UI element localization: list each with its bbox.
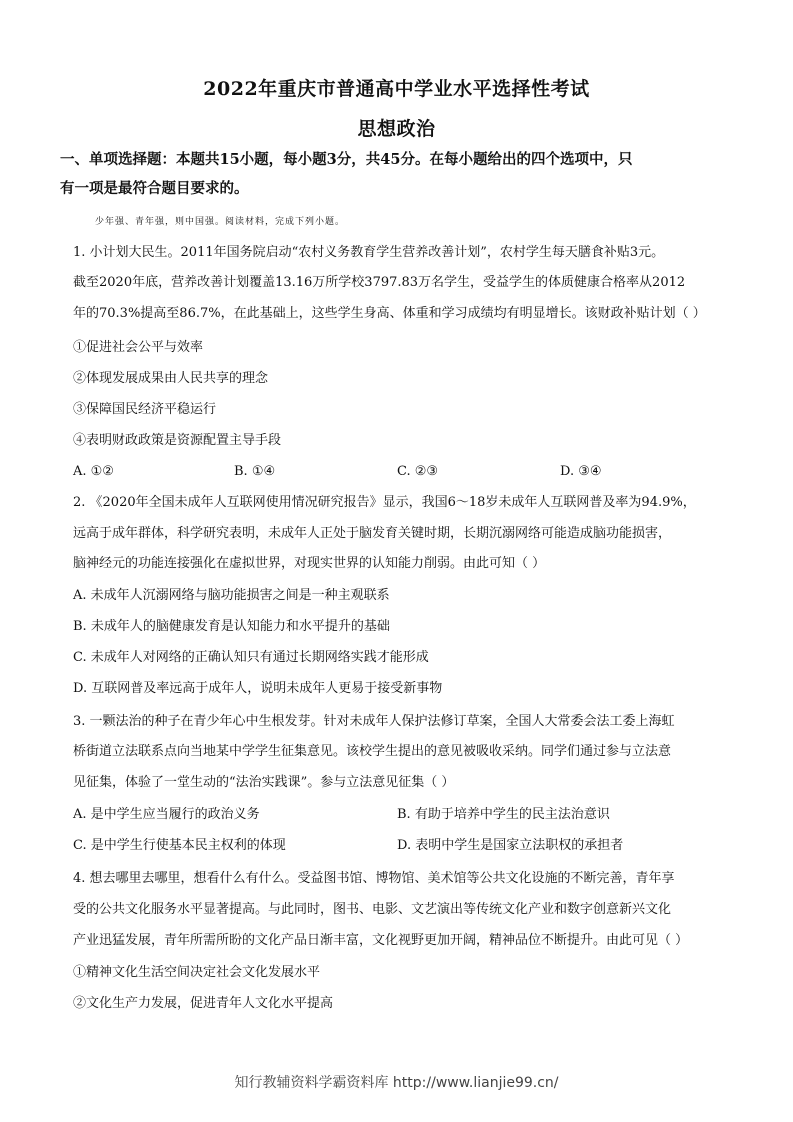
subject-title: 思想政治 (357, 118, 436, 140)
q3-line-2: 桥街道立法联系点向当地某中学学生征集意见。该校学生提出的意见被吸收采纳。同学们通过参与立法意 (73, 744, 672, 759)
q2-line-2: 远高于成年群体，科学研究表明，未成年人正处于脑发育关键时期，长期沉溺网络可能造成脑功能损害， (73, 526, 672, 541)
q3-option-a: A. 是中学生应当履行的政治义务 (73, 807, 260, 822)
q4-item-1: ①精神文化生活空间决定社会文化发展水平 (73, 965, 321, 980)
q1-item-2: ②体现发展成果由人民共享的理念 (73, 371, 269, 386)
q1-option-c: C. ②③ (397, 464, 439, 479)
footer-watermark: 知行教辅资料学霸资料库 http://www.lianjie99.cn/ (234, 1075, 559, 1091)
q3-line-1: 3. 一颗法治的种子在青少年心中生根发芽。针对未成年人保护法修订草案，全国人大常委会法工委上海虹 (73, 714, 675, 729)
exam-title: 2022年重庆市普通高中学业水平选择性考试 (203, 78, 590, 100)
q3-line-3: 见征集，体验了一堂生动的“法治实践课”。参与立法意见征集（ ） (73, 775, 455, 790)
q1-line-2: 截至2020年底，营养改善计划覆盖13.16万所学校3797.83万名学生，受益学生的体质健康合格率从2012 (73, 275, 686, 290)
q1-item-4: ④表明财政政策是资源配置主导手段 (73, 433, 282, 448)
q1-item-1: ①促进社会公平与效率 (73, 340, 204, 355)
q2-option-d: D. 互联网普及率远高于成年人，说明未成年人更易于接受新事物 (73, 681, 443, 696)
q2-line-3: 脑神经元的功能连接强化在虚拟世界，对现实世界的认知能力削弱。由此可知（ ） (73, 556, 546, 571)
q4-line-2: 受的公共文化服务水平显著提高。与此同时，图书、电影、文艺演出等传统文化产业和数字创意新兴文化 (73, 902, 672, 917)
q2-line-1: 2. 《2020年全国未成年人互联网使用情况研究报告》显示，我国6～18岁未成年人互联网普及率为94.9%， (73, 495, 696, 510)
q2-option-a: A. 未成年人沉溺网络与脑功能损害之间是一种主观联系 (73, 588, 390, 603)
section-heading-line2: 有一项是最符合题目要求的。 (60, 180, 249, 197)
q3-option-b: B. 有助于培养中学生的民主法治意识 (397, 807, 610, 822)
q3-option-c: C. 是中学生行使基本民主权利的体现 (73, 838, 286, 853)
q4-line-1: 4. 想去哪里去哪里，想看什么有什么。受益图书馆、博物馆、美术馆等公共文化设施的不断完善，青年享 (73, 871, 675, 886)
q2-option-b: B. 未成年人的脑健康发育是认知能力和水平提升的基础 (73, 619, 390, 634)
q4-line-3: 产业迅猛发展，青年所需所盼的文化产品日渐丰富，文化视野更加开阔，精神品位不断提升。由此可见（ ） (73, 933, 689, 948)
q1-line-1: 1. 小计划大民生。2011年国务院启动“农村义务教育学生营养改善计划”，农村学生每天膳食补贴3元。 (73, 245, 665, 260)
q1-option-d: D. ③④ (560, 464, 602, 479)
q2-option-c: C. 未成年人对网络的正确认知只有通过长期网络实践才能形成 (73, 650, 429, 665)
q1-option-b: B. ①④ (234, 464, 276, 479)
q1-option-a: A. ①② (73, 464, 114, 479)
section-heading-line1: 一、单项选择题：本题共15小题，每小题3分，共45分。在每小题给出的四个选项中，只 (60, 151, 633, 168)
q1-item-3: ③保障国民经济平稳运行 (73, 402, 217, 417)
section-intro: 少年强、青年强，则中国强。阅读材料，完成下列小题。 (95, 217, 346, 227)
q3-option-d: D. 表明中学生是国家立法职权的承担者 (397, 838, 624, 853)
q4-item-2: ②文化生产力发展，促进青年人文化水平提高 (73, 996, 334, 1011)
q1-line-3: 年的70.3%提高至86.7%，在此基础上，这些学生身高、体重和学习成绩均有明显增长。该财政补贴计划（ ） (73, 306, 706, 321)
